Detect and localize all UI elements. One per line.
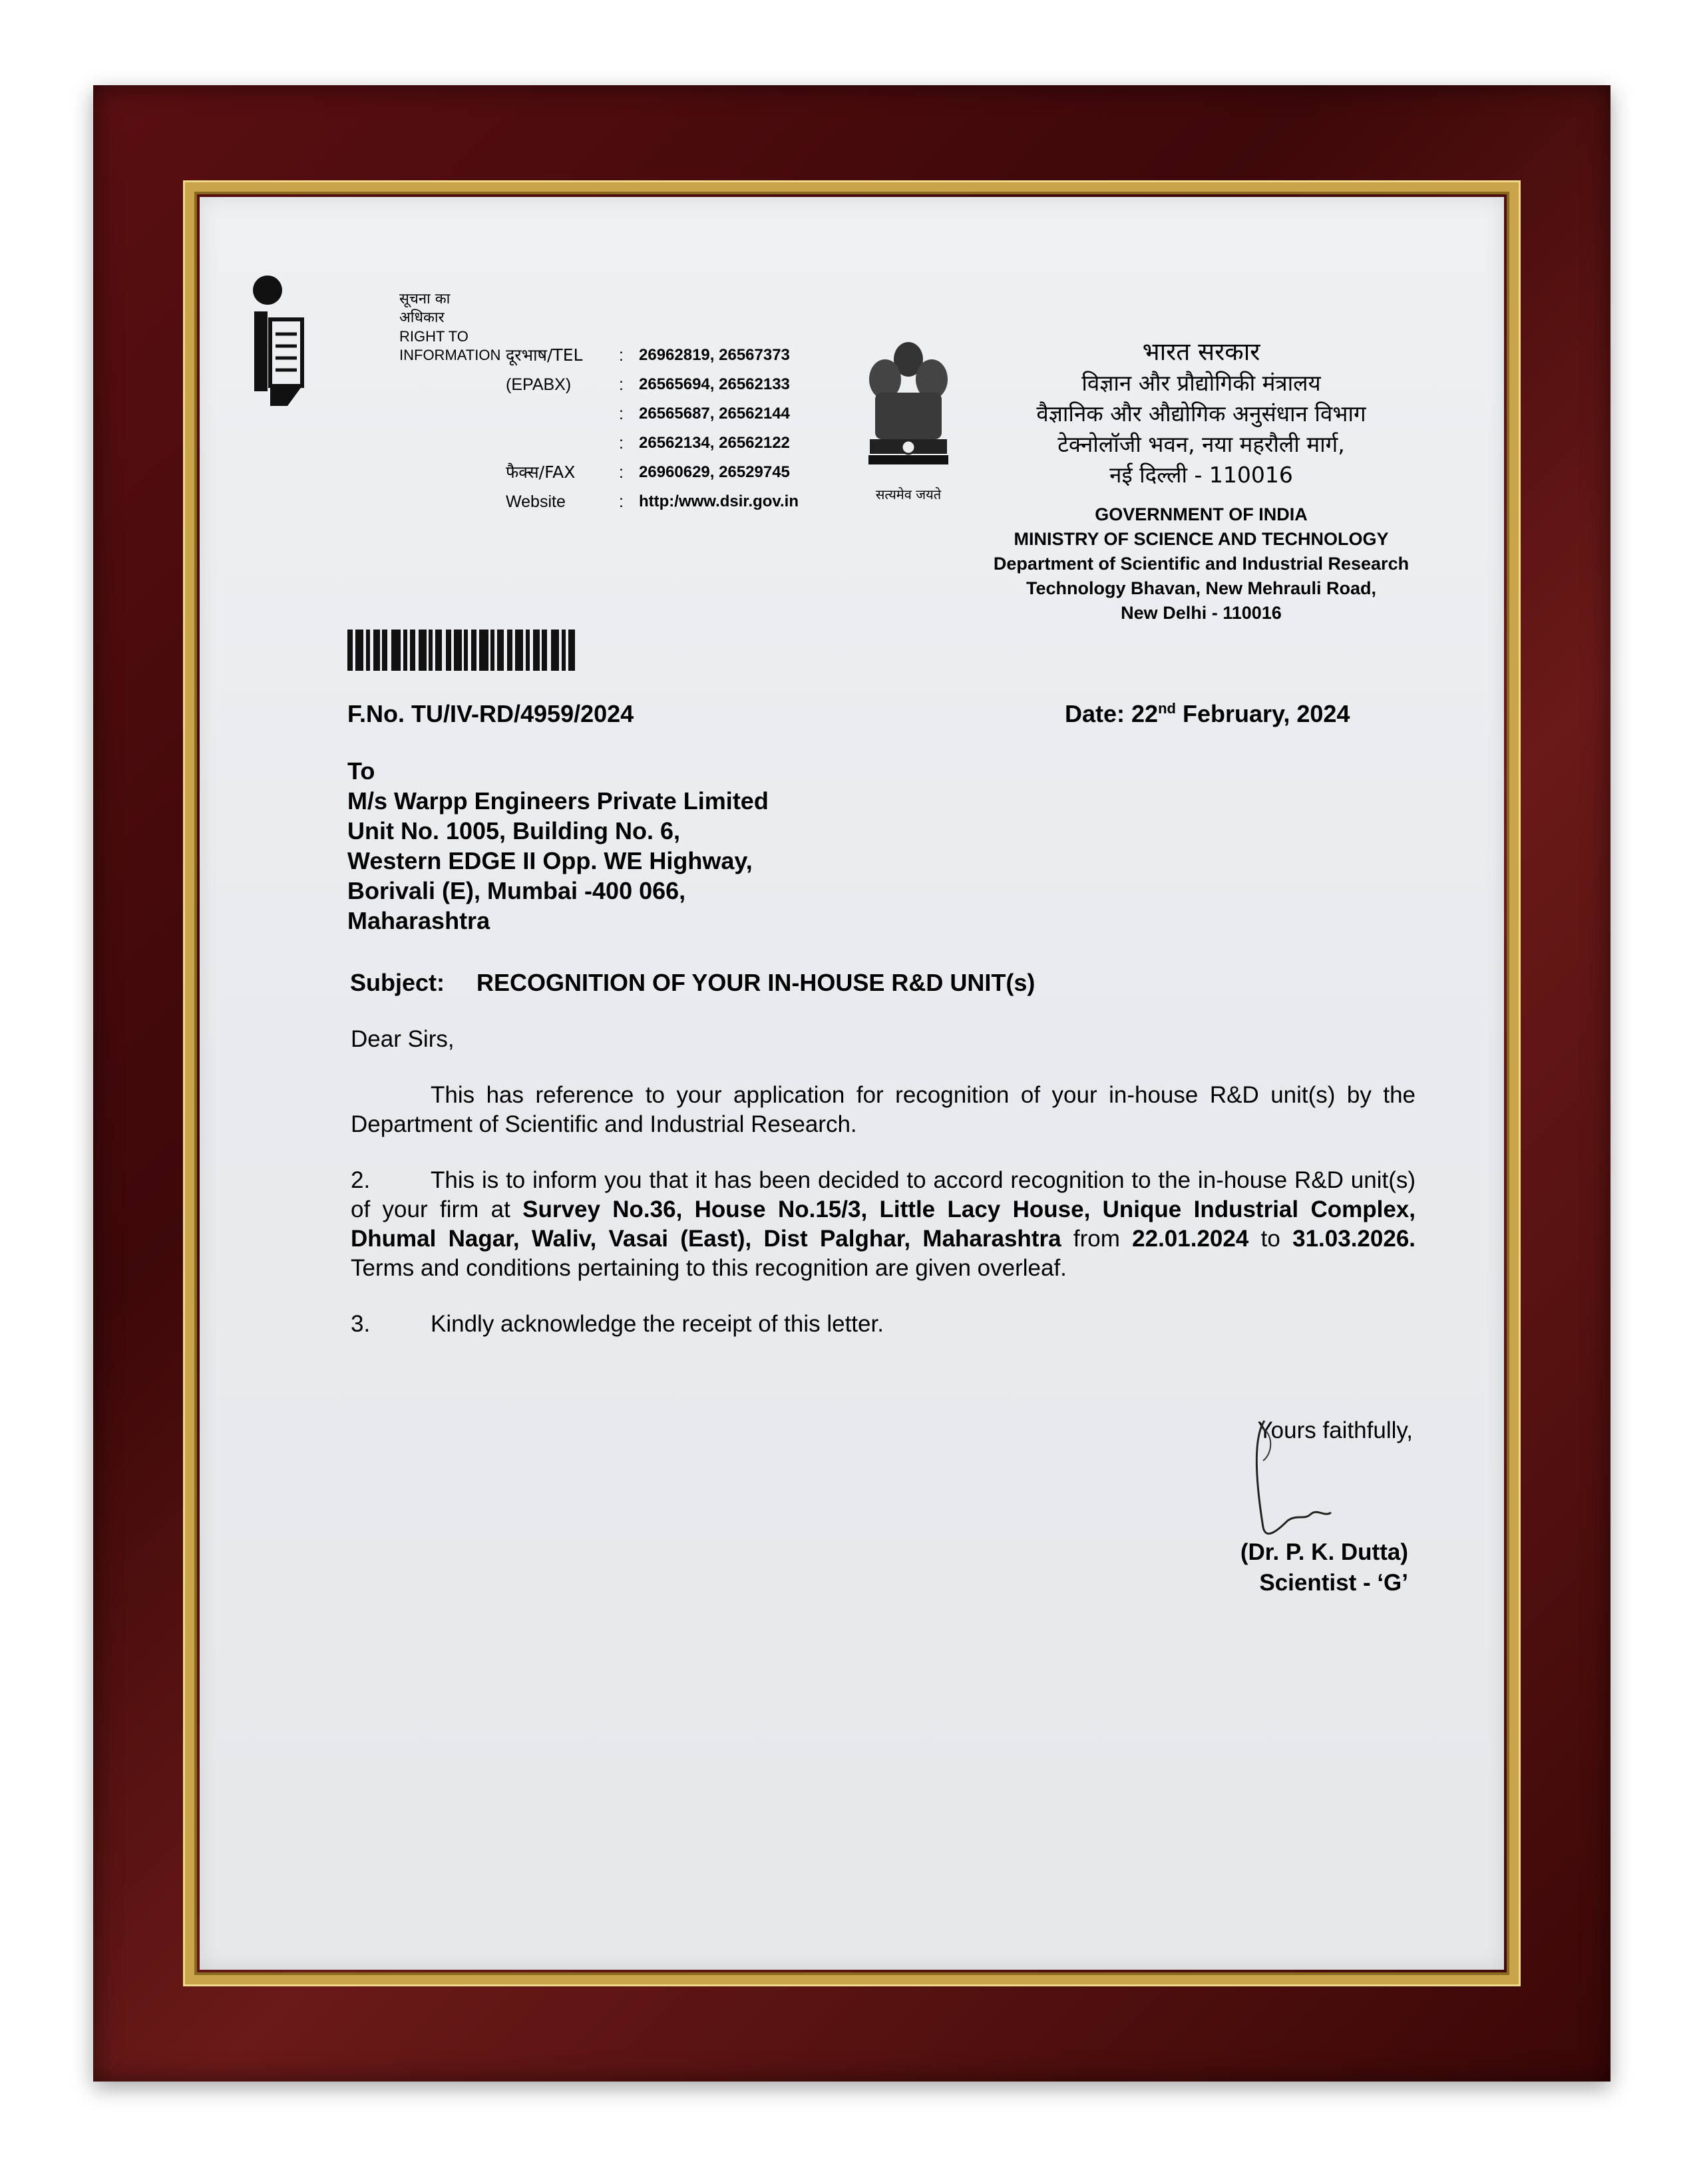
barcode-bar xyxy=(471,630,476,671)
barcode-bar xyxy=(419,630,427,671)
paragraph-2-text: to xyxy=(1248,1226,1293,1252)
contact-label xyxy=(506,399,619,429)
date-prefix: Date: 22 xyxy=(1065,700,1159,727)
validity-start: 22.01.2024 xyxy=(1132,1226,1249,1252)
subject-line xyxy=(350,969,1035,997)
rti-english-1: RIGHT TO xyxy=(399,328,469,345)
hindi-line: टेक्नोलॉजी भवन, नया महरौली मार्ग, xyxy=(1057,431,1345,457)
hindi-line: भारत सरकार xyxy=(1142,337,1260,366)
barcode-bar xyxy=(355,630,363,671)
barcode-bar xyxy=(435,630,442,671)
contact-value: 26565694, 26562133 xyxy=(639,375,790,393)
subject-label: Subject: xyxy=(350,969,445,996)
barcode-bar xyxy=(551,630,559,671)
paragraph-3 xyxy=(351,1310,1416,1339)
signer-name: (Dr. P. K. Dutta) xyxy=(1240,1539,1408,1565)
barcode-bar xyxy=(446,630,451,671)
english-line: Technology Bhavan, New Mehrauli Road, xyxy=(1026,578,1377,598)
contact-block xyxy=(506,341,799,516)
signatory xyxy=(1240,1537,1408,1598)
hindi-line: वैज्ञानिक और औद्योगिक अनुसंधान विभाग xyxy=(1036,401,1366,427)
validity-end: 31.03.2026. xyxy=(1292,1226,1416,1252)
letter-date xyxy=(1065,700,1350,728)
paragraph-3-text: Kindly acknowledge the receipt of this letter. xyxy=(431,1311,884,1337)
barcode-bar xyxy=(347,630,353,671)
paragraph-1 xyxy=(351,1081,1416,1139)
paragraph-2-text: This is to inform you that it has been decided to accord recognition to the in-house R&D unit(s) of your firm at xyxy=(351,1167,1416,1222)
contact-value: 26562134, 26562122 xyxy=(639,434,790,452)
rd-unit-address: Survey No.36, House No.15/3, Little Lacy House, Unique Industrial Complex, Dhumal Nagar, Waliv, Vasai (East), Dist Palghar, Maharashtra xyxy=(351,1196,1416,1252)
emblem-motto: सत्यमेव जयते xyxy=(875,486,942,502)
rti-caption xyxy=(399,290,500,365)
english-line: Department of Scientific and Industrial Research xyxy=(993,554,1410,574)
closing: Yours faithfully, xyxy=(1257,1417,1413,1443)
barcode-bar xyxy=(391,630,401,671)
english-line: MINISTRY OF SCIENCE AND TECHNOLOGY xyxy=(1014,529,1389,549)
english-line: GOVERNMENT OF INDIA xyxy=(1095,504,1308,524)
contact-value: 26960629, 26529745 xyxy=(639,463,790,481)
rti-logo-icon xyxy=(248,273,414,426)
barcode-bar xyxy=(507,630,512,671)
barcode-bar xyxy=(497,630,504,671)
paragraph-3-number: 3. xyxy=(351,1311,371,1337)
paragraph-2-text: Terms and conditions pertaining to this recognition are given overleaf. xyxy=(351,1255,1067,1281)
date-suffix: February, 2024 xyxy=(1175,700,1350,727)
addressee-line: Borivali (E), Mumbai -400 066, xyxy=(347,877,686,904)
barcode-bar xyxy=(373,630,380,671)
english-line: New Delhi - 110016 xyxy=(1121,603,1282,623)
barcode xyxy=(347,630,775,671)
hindi-address xyxy=(975,336,1427,490)
addressee-line: Western EDGE II Opp. WE Highway, xyxy=(347,847,753,874)
contact-label: दूरभाष/TEL xyxy=(506,345,583,365)
paragraph-1-text: This has reference to your application for recognition of your in-house R&D unit(s) by the Department of Scientific and Industrial Research. xyxy=(351,1082,1416,1137)
barcode-bar xyxy=(515,630,523,671)
hindi-line: नई दिल्ली - 110016 xyxy=(1109,462,1293,488)
paragraph-2 xyxy=(351,1166,1416,1283)
rti-hindi: सूचना का अधिकार xyxy=(399,291,451,326)
to-label: To xyxy=(347,757,375,785)
addressee-line: Unit No. 1005, Building No. 6, xyxy=(347,817,681,844)
addressee-line: M/s Warpp Engineers Private Limited xyxy=(347,787,769,815)
rti-english-2: INFORMATION xyxy=(399,347,501,363)
barcode-bar xyxy=(575,630,578,671)
contact-label: Website xyxy=(506,492,566,511)
contact-row: (EPABX) : 26565694, 26562133 xyxy=(506,370,799,399)
contact-row: : 26565687, 26562144 xyxy=(506,399,799,429)
paragraph-2-text: from xyxy=(1061,1226,1133,1252)
contact-label xyxy=(506,429,619,458)
barcode-bar xyxy=(454,630,462,671)
english-address xyxy=(962,502,1441,626)
contact-row: Website : http:/www.dsir.gov.in xyxy=(506,487,799,516)
contact-value: 26565687, 26562144 xyxy=(639,405,790,423)
website-link[interactable]: http:/www.dsir.gov.in xyxy=(639,492,799,510)
date-superscript: nd xyxy=(1158,700,1176,717)
barcode-bar xyxy=(410,630,415,671)
file-number: F.No. TU/IV-RD/4959/2024 xyxy=(347,700,634,727)
contact-row: दूरभाष/TEL : 26962819, 26567373 xyxy=(506,341,799,370)
subject-text: RECOGNITION OF YOUR IN-HOUSE R&D UNIT(s) xyxy=(476,969,1036,996)
barcode-bar xyxy=(542,630,547,671)
signature-icon xyxy=(1225,1414,1391,1547)
contact-value: 26962819, 26567373 xyxy=(639,346,790,364)
addressee-block xyxy=(347,756,769,936)
contact-label: (EPABX) xyxy=(506,375,572,394)
contact-label: फैक्स/FAX xyxy=(506,462,576,482)
letter-body xyxy=(351,1025,1416,1365)
addressee-line: Maharashtra xyxy=(347,907,490,934)
contact-row: : 26562134, 26562122 xyxy=(506,429,799,458)
lion-capital-icon xyxy=(855,333,962,479)
paragraph-2-number: 2. xyxy=(351,1167,371,1193)
signer-title: Scientist - ‘G’ xyxy=(1259,1570,1408,1596)
salutation: Dear Sirs, xyxy=(351,1026,455,1052)
contact-row: फैक्स/FAX : 26960629, 26529745 xyxy=(506,458,799,487)
barcode-bar xyxy=(568,630,575,671)
barcode-bar xyxy=(533,630,540,671)
hindi-line: विज्ञान और प्रौद्योगिकी मंत्रालय xyxy=(1081,370,1321,396)
barcode-bar xyxy=(479,630,488,671)
barcode-bar xyxy=(382,630,387,671)
national-emblem xyxy=(855,333,962,512)
